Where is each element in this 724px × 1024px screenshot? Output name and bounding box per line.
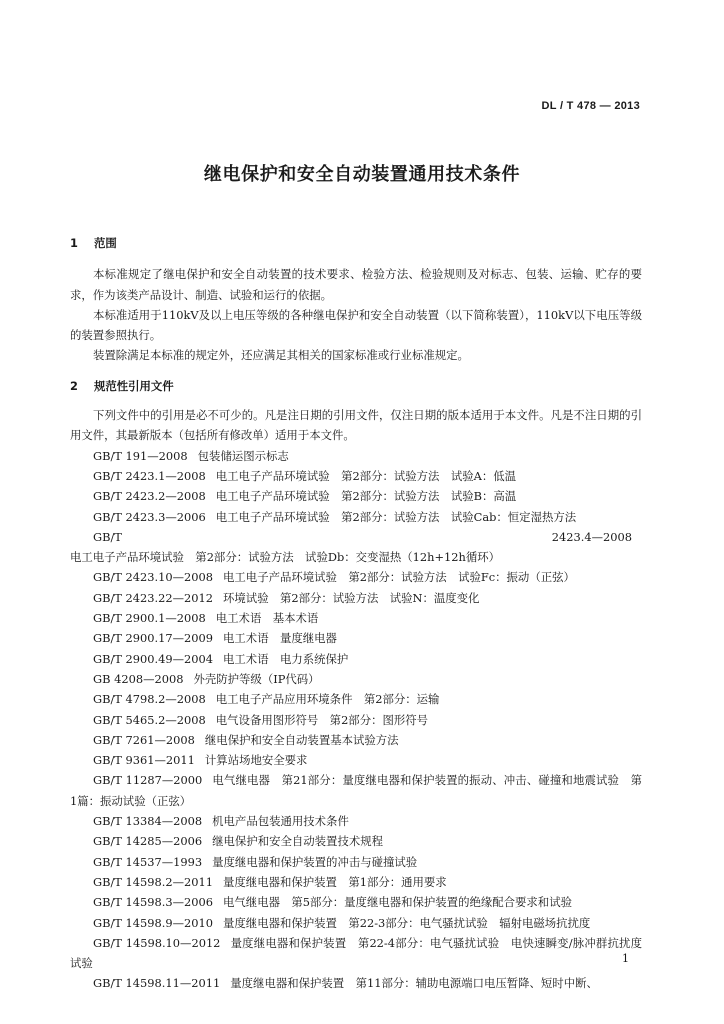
- reference-item: [70, 933, 642, 974]
- reference-item: [70, 730, 642, 750]
- paragraph: 装置除满足本标准的规定外，还应满足其相关的国家标准或行业标准规定。: [93, 348, 469, 363]
- reference-item: [70, 831, 642, 851]
- reference-item: [70, 628, 642, 648]
- paragraph: 本标准规定了继电保护和安全自动装置的技术要求、检验方法、检验规则及对标志、包装、运输、贮存的要求，作为该类产品设计、制造、试验和运行的依据。: [70, 267, 642, 302]
- reference-code: GB/T 14598.11—2011: [93, 976, 221, 991]
- section-1-heading: [70, 233, 642, 253]
- reference-item: [70, 750, 642, 770]
- reference-code: GB/T 2423.2—2008: [93, 489, 206, 504]
- reference-title: 电工电子产品环境试验 第2部分：试验方法 试验Fc：振动（正弦）: [223, 570, 575, 585]
- reference-item: [70, 446, 642, 466]
- reference-code: GB 4208—2008: [93, 671, 184, 686]
- reference-code: GB/T 2900.49—2004: [93, 651, 214, 666]
- reference-title: 继电保护和安全自动装置技术规程: [212, 834, 384, 849]
- paragraph: 本标准适用于110kV及以上电压等级的各种继电保护和安全自动装置（以下简称装置），110kV以下电压等级的装置参照执行。: [70, 307, 642, 343]
- reference-code: GB/T 14598.2—2011: [93, 874, 214, 889]
- reference-code: GB/T 2900.1—2008: [93, 611, 206, 626]
- reference-title: 量度继电器和保护装置 第1部分：通用要求: [223, 874, 447, 889]
- reference-item: [70, 669, 642, 689]
- reference-item: [70, 710, 642, 730]
- reference-title: 电工术语 电力系统保护: [223, 651, 349, 666]
- reference-code: GB/T 4798.2—2008: [93, 692, 206, 707]
- section-title: 规范性引用文件: [93, 378, 174, 393]
- reference-item: [70, 872, 642, 892]
- reference-title: 量度继电器和保护装置 第11部分：辅助电源端口电压暂降、短时中断、: [230, 976, 598, 991]
- reference-code: GB/T 2423.22—2012: [93, 590, 214, 605]
- reference-item: [70, 486, 642, 506]
- reference-code: GB/T 14285—2006: [93, 834, 203, 849]
- document-body: [70, 233, 642, 994]
- reference-code: GB/T 2900.17—2009: [93, 631, 214, 646]
- page-number: 1: [622, 952, 629, 965]
- section-title: 范围: [93, 236, 117, 250]
- paragraph: 下列文件中的引用是必不可少的。凡是注日期的引用文件，仅注日期的版本适用于本文件。凡是不注日期的引用文件，其最新版本（包括所有修改单）适用于本文件。: [70, 408, 642, 443]
- reference-code: GB/T 2423.1—2008: [93, 468, 206, 483]
- reference-code: GB/T 9361—2011: [93, 753, 195, 768]
- reference-code: GB/T 14598.9—2010: [93, 915, 214, 930]
- reference-title: 电工电子产品环境试验 第2部分：试验方法 试验Db：交变湿热（12h+12h循环）: [70, 550, 500, 565]
- reference-code: GB/T 14537—1993: [93, 854, 203, 869]
- reference-item: [70, 466, 642, 486]
- reference-title: 电工电子产品环境试验 第2部分：试验方法 试验B：高温: [215, 489, 517, 504]
- reference-code: GB/T 14598.10—2012: [93, 935, 221, 950]
- reference-item: [70, 973, 642, 993]
- reference-code: GB/T 2423.10—2008: [93, 570, 214, 585]
- reference-item: [70, 689, 642, 709]
- reference-title: 电气继电器 第5部分：量度继电器和保护装置的绝缘配合要求和试验: [223, 895, 572, 910]
- reference-item: [70, 770, 642, 811]
- reference-title: 包装储运图示标志: [197, 448, 289, 463]
- reference-title: 量度继电器和保护装置 第22-4部分：电气骚扰试验 电快速瞬变/脉冲群抗扰度试验: [70, 935, 642, 971]
- reference-item: [70, 588, 642, 608]
- reference-title: 量度继电器和保护装置 第22-3部分：电气骚扰试验 辐射电磁场抗扰度: [223, 915, 591, 930]
- reference-item: [70, 567, 642, 587]
- reference-item: [70, 892, 642, 912]
- reference-title: 电气继电器 第21部分：量度继电器和保护装置的振动、冲击、碰撞和地震试验 第1篇：振动试验（正弦）: [70, 773, 642, 808]
- reference-title: 电气设备用图形符号 第2部分：图形符号: [215, 712, 429, 727]
- reference-title: 机电产品包装通用技术条件: [212, 814, 349, 829]
- reference-code: GB/T 191—2008: [93, 448, 188, 463]
- reference-title: 量度继电器和保护装置的冲击与碰撞试验: [212, 854, 418, 869]
- reference-item: [70, 852, 642, 872]
- reference-item: [70, 608, 642, 628]
- reference-title: 计算站场地安全要求: [204, 753, 308, 768]
- section-number: 1: [70, 236, 78, 250]
- reference-code: GB/T 2423.3—2006: [93, 509, 206, 524]
- reference-item: [70, 527, 642, 568]
- reference-code: GB/T 2423.4—2008: [93, 529, 632, 544]
- reference-title: 外壳防护等级（IP代码）: [193, 671, 320, 686]
- reference-title: 电工术语 基本术语: [215, 611, 319, 626]
- reference-title: 电工电子产品应用环境条件 第2部分：运输: [215, 692, 440, 707]
- section-2-heading: [70, 376, 642, 396]
- reference-code: GB/T 14598.3—2006: [93, 895, 214, 910]
- reference-title: 继电保护和安全自动装置基本试验方法: [204, 732, 399, 747]
- reference-item: [70, 649, 642, 669]
- reference-item: [70, 507, 642, 527]
- reference-item: [70, 811, 642, 831]
- reference-list: [70, 446, 642, 994]
- reference-code: GB/T 13384—2008: [93, 814, 203, 829]
- section-number: 2: [70, 378, 78, 393]
- reference-code: GB/T 11287—2000: [93, 773, 203, 788]
- standard-code: DL / T 478 — 2013: [541, 100, 640, 112]
- reference-code: GB/T 5465.2—2008: [93, 712, 206, 727]
- reference-title: 电工术语 量度继电器: [223, 631, 337, 646]
- reference-code: GB/T 7261—2008: [93, 732, 195, 747]
- document-title: 继电保护和安全自动装置通用技术条件: [203, 164, 521, 185]
- reference-title: 电工电子产品环境试验 第2部分：试验方法 试验A：低温: [215, 468, 517, 483]
- reference-title: 环境试验 第2部分：试验方法 试验N：温度变化: [223, 590, 480, 605]
- reference-item: [70, 913, 642, 933]
- reference-title: 电工电子产品环境试验 第2部分：试验方法 试验Cab：恒定湿热方法: [215, 509, 577, 524]
